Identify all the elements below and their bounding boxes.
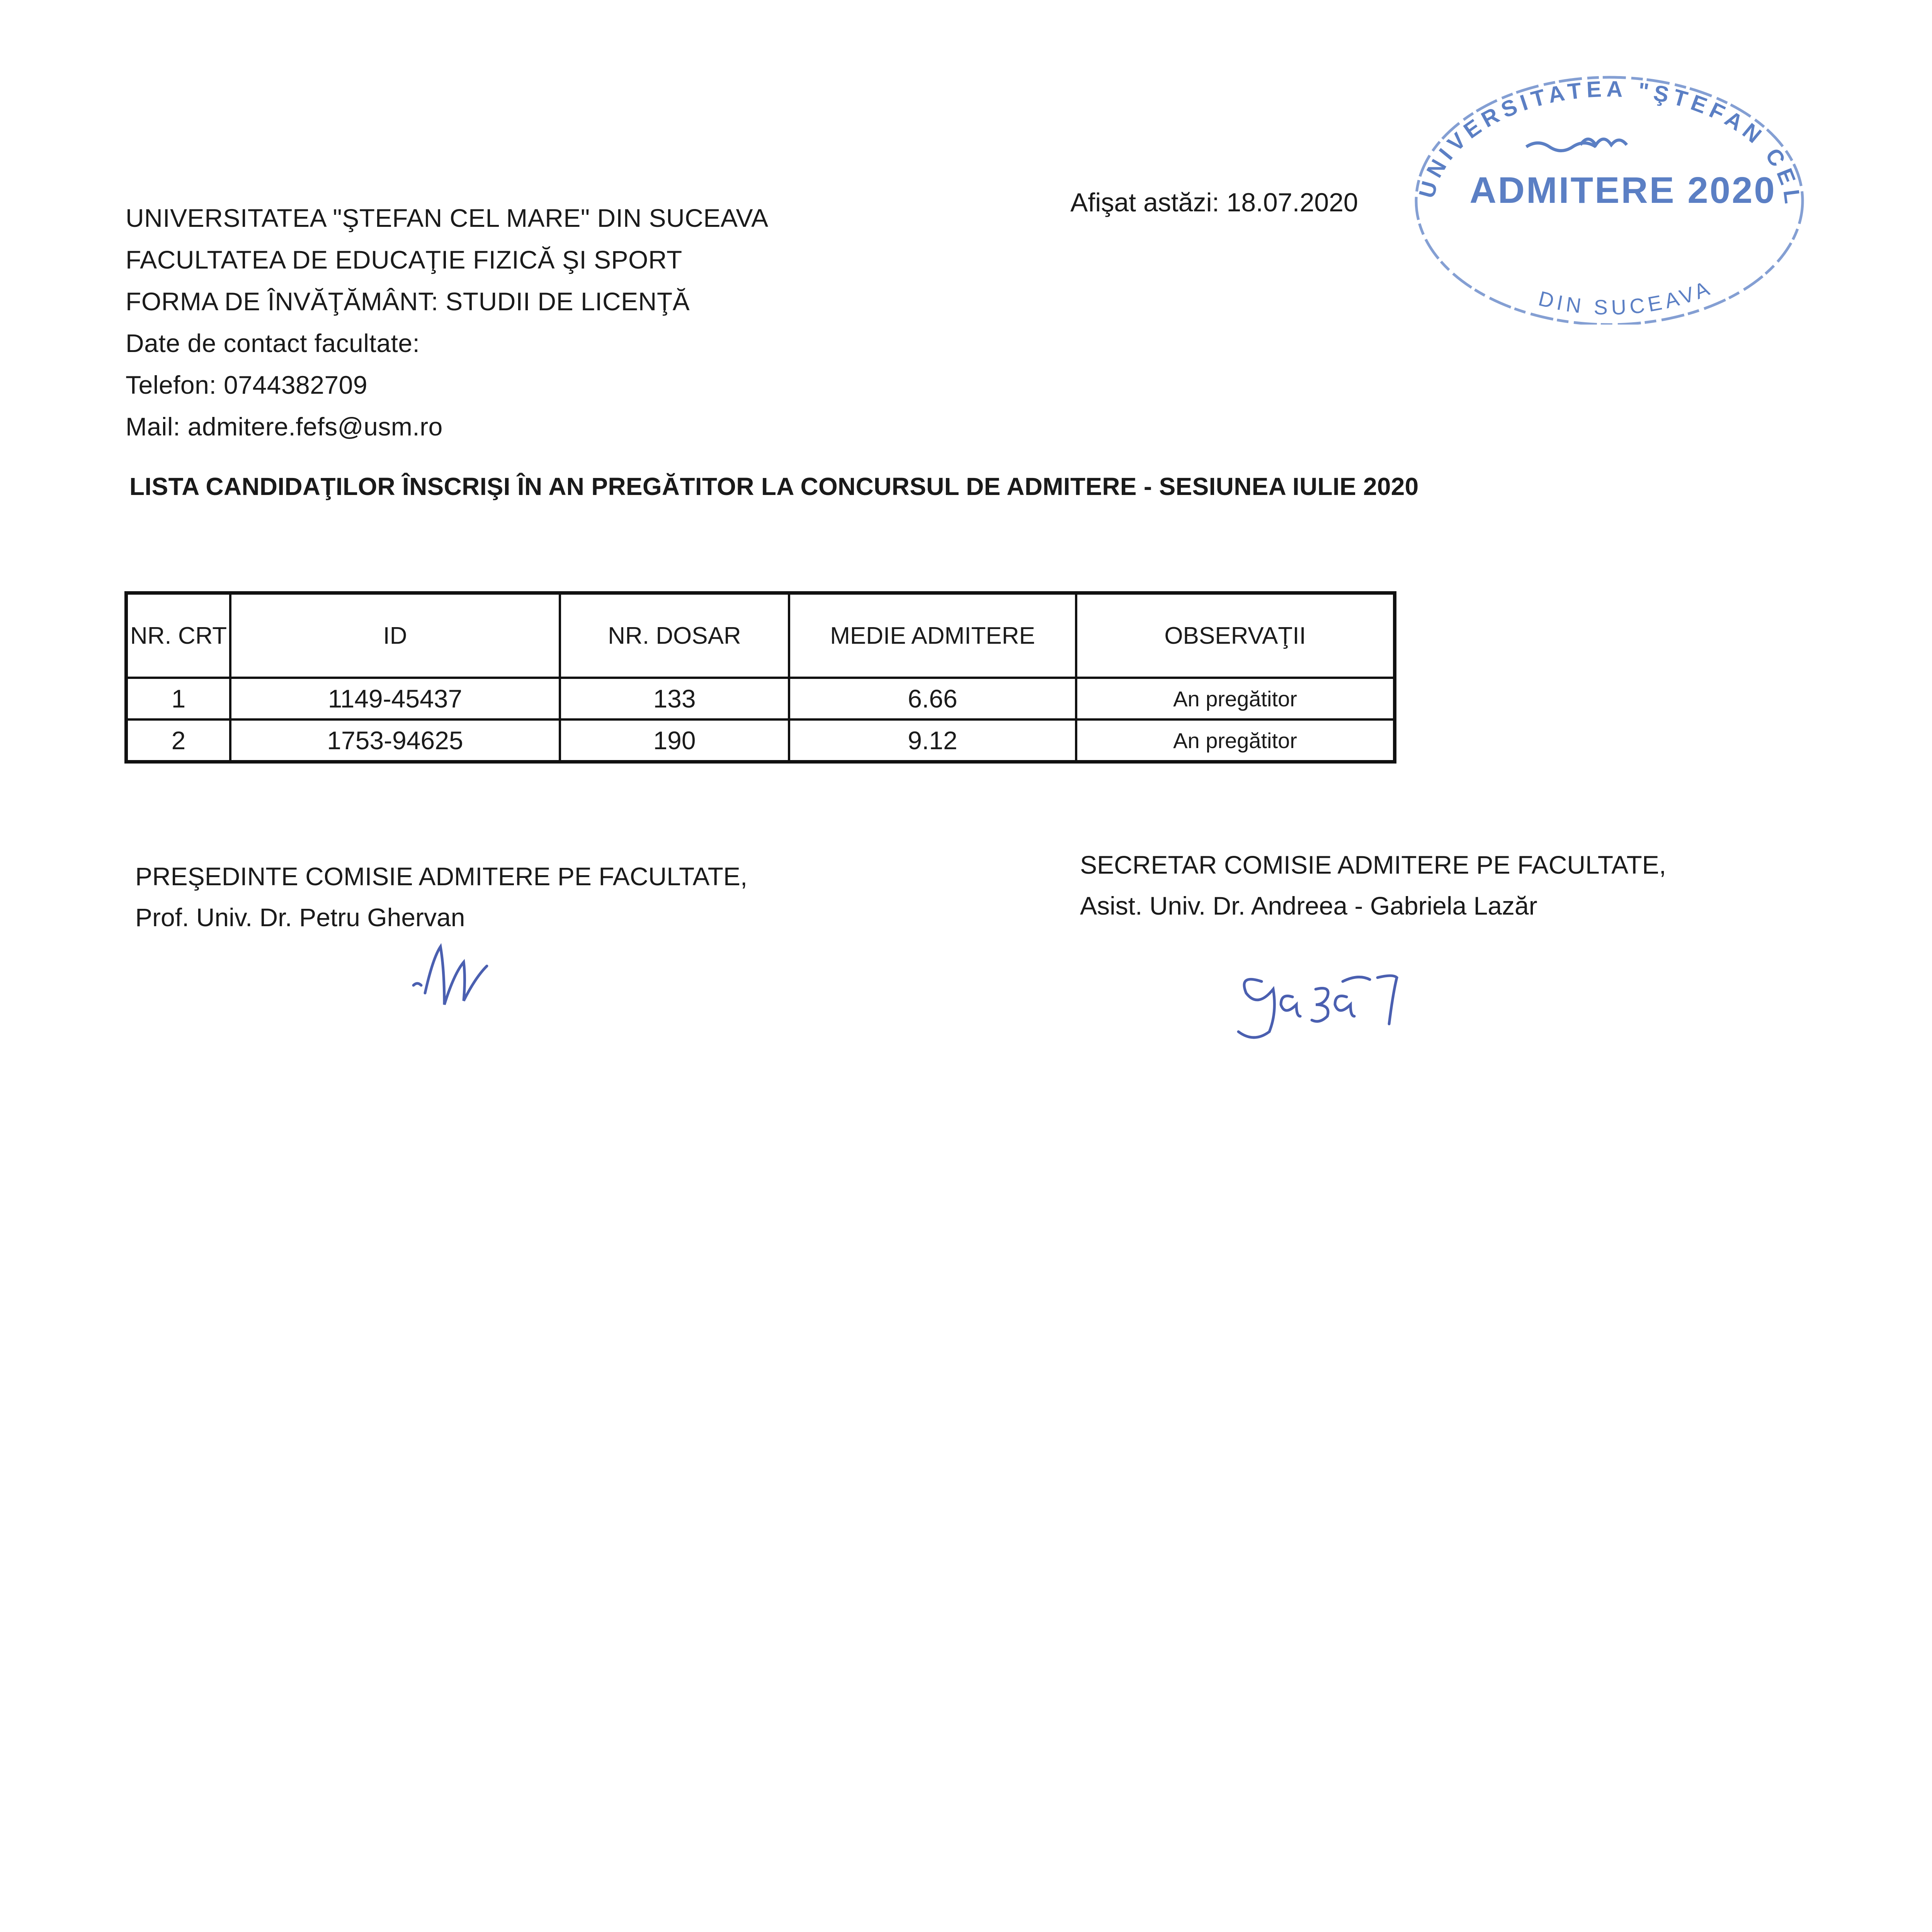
table-header-row — [126, 593, 1395, 678]
cell-id: 1753-94625 — [230, 719, 560, 762]
svg-text:ADMITERE 2020: ADMITERE 2020 — [1469, 170, 1776, 211]
svg-text:DIN SUCEAVA: DIN SUCEAVA — [1536, 275, 1716, 320]
svg-text:UNIVERSITATEA "ŞTEFAN CEL MARE: UNIVERSITATEA "ŞTEFAN CEL — [1414, 76, 1806, 209]
table-row — [126, 678, 1395, 719]
cell-dosar: 133 — [560, 678, 789, 719]
university-name: UNIVERSITATEA "ŞTEFAN CEL MARE" DIN SUCEAVA — [126, 204, 769, 232]
cell-id: 1149-45437 — [230, 678, 560, 719]
cell-nr: 2 — [126, 719, 231, 762]
contact-label: Date de contact facultate: — [126, 329, 420, 357]
cell-nr: 1 — [126, 678, 231, 719]
president-block — [135, 856, 747, 938]
secretary-block — [1080, 844, 1666, 926]
president-signature — [398, 927, 498, 1028]
cell-dosar: 190 — [560, 719, 789, 762]
cell-observatii: An pregătitor — [1076, 719, 1395, 762]
president-role: PREŞEDINTE COMISIE ADMITERE PE FACULTATE, — [135, 862, 748, 891]
faculty-header — [126, 197, 1014, 447]
col-id: ID — [230, 593, 560, 678]
document-title: LISTA CANDIDAŢILOR ÎNSCRIŞI ÎN AN PREGĂTITOR LA CONCURSUL DE ADMITERE - SESIUNEA IULIE 2020 — [129, 473, 1419, 500]
secretary-name: Asist. Univ. Dr. Andreea - Gabriela Lazăr — [1080, 891, 1537, 920]
secretary-role: SECRETAR COMISIE ADMITERE PE FACULTATE, — [1080, 850, 1667, 879]
cell-medie: 6.66 — [789, 678, 1076, 719]
posted-date: Afişat astăzi: 18.07.2020 — [1070, 188, 1358, 217]
col-nr-dosar: NR. DOSAR — [560, 593, 789, 678]
study-form: FORMA DE ÎNVĂŢĂMÂNT: STUDII DE LICENŢĂ — [126, 287, 690, 316]
cell-observatii: An pregătitor — [1076, 678, 1395, 719]
president-name: Prof. Univ. Dr. Petru Ghervan — [135, 903, 465, 932]
secretary-signature — [1227, 954, 1428, 1039]
candidates-table — [124, 591, 1396, 764]
faculty-name: FACULTATEA DE EDUCAŢIE FIZICĂ ŞI SPORT — [126, 245, 682, 274]
stamp-graphic — [1399, 62, 1820, 325]
phone-line: Telefon: 0744382709 — [126, 371, 368, 399]
cell-medie: 9.12 — [789, 719, 1076, 762]
table-row — [126, 719, 1395, 762]
col-medie-admitere: MEDIE ADMITERE — [789, 593, 1076, 678]
email-line: Mail: admitere.fefs@usm.ro — [126, 412, 443, 441]
admission-stamp — [1399, 62, 1820, 325]
col-observatii: OBSERVAŢII — [1076, 593, 1395, 678]
col-nr-crt: NR. CRT — [126, 593, 231, 678]
